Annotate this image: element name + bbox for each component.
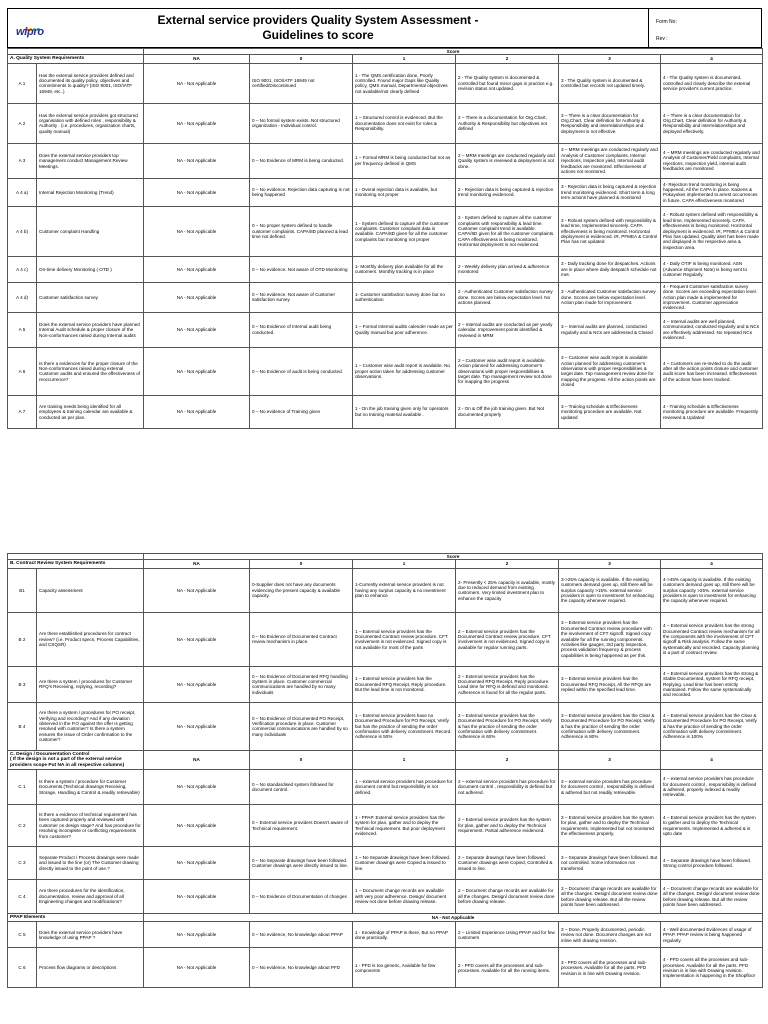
score-3-cell: 3 – External service providers has the Documented RFQ Receipt, All the RFQs are replied within the specified lead time. <box>559 666 661 702</box>
score-3-cell: 3 – external service providers has procedure for document control , responsibility is defined & adhered but not readily retrievable. <box>559 770 661 805</box>
na-cell: NA - Not Applicable <box>144 256 250 282</box>
score-0-cell: 0 – No evidence, No knowledge about PPAP <box>250 922 353 948</box>
table-row <box>8 256 763 282</box>
table-row <box>8 568 763 612</box>
na-cell: NA - Not Applicable <box>144 568 250 612</box>
na-cell: NA - Not Applicable <box>144 612 250 666</box>
column-header: 1 <box>353 55 456 63</box>
score-0-cell: 0 – No Separate drawings have been followed. Customer drawings were directly issued to line. <box>250 847 353 880</box>
table-row <box>8 282 763 312</box>
row-id: A 1 <box>8 63 37 103</box>
score-1-cell: 1 - PFD is too generic, Available for few components <box>353 948 456 988</box>
score-0-cell: 0 – No evidence, No knowledge about PFD <box>250 948 353 988</box>
score-4-cell: 4 – There is a clear documentation for Org.Chart, Clear definition for Authority & Responsibility and interrelationships and deployed effectively. <box>661 103 763 143</box>
requirement-cell: On-time delivery Monitoring ( OTD ) <box>37 256 144 282</box>
table-row <box>8 880 763 914</box>
requirement-cell: Is there a system / procedure for Customer Documents.(Technical drawings Receiving, Storage, Handling & Control & readily retrievable) <box>37 770 144 805</box>
score-1-cell: 1 - System defined to capture all the customer complaints. Customer complaint data is available. CAPA/8D given for all the customer complaints but monitoring not proper <box>353 206 456 256</box>
header-divider <box>648 9 649 47</box>
row-id: A 2 <box>8 103 37 143</box>
na-cell: NA - Not Applicable <box>144 805 250 847</box>
score-2-cell: 2 – There is a documentation for Org.Chart, Authority & Responsibility but objectives not defined <box>456 103 559 143</box>
table-row <box>8 666 763 702</box>
na-cell: NA - Not Applicable <box>144 178 250 206</box>
score-3-cell: 3 - The Quality system is documented & controlled but records not updated timely. <box>559 63 661 103</box>
table-row <box>8 178 763 206</box>
score-2-cell: 2 - PFD covers all the processes and sub-processes. Available for all the running items. <box>456 948 559 988</box>
na-cell: NA - Not Applicable <box>144 347 250 395</box>
score-3-cell: 3 - Rejection data is being captured & rejection trend monitoring evidenced. Short term & long term actions have planned & monitored <box>559 178 661 206</box>
score-3-cell: 3 – External service providers has the Clear & Documented Procedure for PO Receipt, Verify & has the practice of sending the order confirmation with delivery commitment. Adherence is 80% <box>559 702 661 750</box>
score-label: Score <box>144 554 763 560</box>
score-0-cell: 0 – No evidence. Not aware of OTD Monitoring <box>250 256 353 282</box>
na-cell: NA - Not Applicable <box>144 922 250 948</box>
score-4-cell: 4 – Document change records are available for all the changes. Design/ document review done before drawing release. But all the review points have been addressed. <box>661 880 763 914</box>
score-4-cell: 4- Rejection trend monitoring is being happened, All the CAPA in place. Kaizens & Pokayokes implemented to arrest occurrences in future. CAPA effectiveness monitored <box>661 178 763 206</box>
score-0-cell: 0 – No proper system defined to handle customer complaints. CAPA/8D planned & lead time not defined. <box>250 206 353 256</box>
na-cell: NA - Not Applicable <box>144 666 250 702</box>
na-cell: NA - Not Applicable <box>144 948 250 988</box>
row-id: A 4 c) <box>8 256 37 282</box>
column-header: 0 <box>250 750 353 769</box>
column-header: NA <box>144 55 250 63</box>
row-id: B1 <box>8 568 37 612</box>
score-3-cell: 3 – External service providers has the system for plan, gather and to deploy the Technical requirements. Implemented but not monitored the effectiveness properly. <box>559 805 661 847</box>
requirement-cell: Is there a evidences for the proper closure of the Non-conformances raised during external Customer audits and ensured the effectiveness of reoccurrence? <box>37 347 144 395</box>
score-2-cell: 2 - Rejection data is being captured & rejection trend monitoring evidenced. <box>456 178 559 206</box>
table-row <box>8 922 763 948</box>
score-1-cell: 1 – External service providers has the Documented RFQ Receipt, Reply procedure. But the lead time is not monitored. <box>353 666 456 702</box>
score-4-cell: 4 – External service providers has the strong Documented Contract review mechanism for all the components with the involvement of CFT signoff & Risk analysis. Follow the same systematically and recorded. Capacity planning is a part of contract review. <box>661 612 763 666</box>
score-0-cell: 0 – No evidence of Training given <box>250 395 353 428</box>
na-cell: NA - Not Applicable <box>144 702 250 750</box>
table-row <box>8 847 763 880</box>
row-id: A 4 b) <box>8 206 37 256</box>
score-2-cell: 2 – External service providers has the system for plan, gather and to deploy the Technical requirement. Partial adherence evidenced. <box>456 805 559 847</box>
column-header: 1 <box>353 750 456 769</box>
row-id: A 3 <box>8 143 37 178</box>
title-line-1: External service providers Quality System Assessment - <box>157 13 479 27</box>
score-1-cell: 1- Monthly delivery plan available for all the customers. Monthly tracking is in place <box>353 256 456 282</box>
score-3-cell: 3 – Done, Properly documented, periodic review not done. Document changes are not inline with drawing revision. <box>559 922 661 948</box>
score-3-cell: 3 – Separate drawings have been followed. But not controlled. Some information not transferred <box>559 847 661 880</box>
score-label: Score <box>144 49 763 55</box>
score-2-cell: 2 - Authenticated Customer satisfaction survey done. Scores are below expectation level. No actions planned. <box>456 282 559 312</box>
column-header: 4 <box>661 55 763 63</box>
requirement-cell: Separate Product / Process drawings were made and issued to the line (or) The Customer drawing directly issued to the point of use.? <box>37 847 144 880</box>
score-4-cell: 4 - Frequent Customer satisfaction survey done. Scores are exceeding expectation level. Action plan made & implemented for improvement. Customer appreciation evidenced. <box>661 282 763 312</box>
score-0-cell: 0 – No Evidence of Internal audit being conducted. <box>250 312 353 347</box>
score-2-cell: 2 – Customer wise audit report is available. Action planned for addressing customer's observations with proper responsibilities & target date. Top management review not done for mapping the progress <box>456 347 559 395</box>
requirement-cell: Is there a evidence of technical requirement has been captured properly and reviewed with customer on design stage? And has procedure for resolving incomplete or conflicting requirements from customer? <box>37 805 144 847</box>
rev-label: Rev : <box>656 36 668 42</box>
logo-dots <box>24 18 42 26</box>
section-c-title-line-2: ( If the design is not a part of the external service providers scope Put NA in all respective columns) <box>10 757 125 768</box>
column-header-row <box>8 55 763 63</box>
score-1-cell: 1 – No Separate drawings have been followed. Customer drawings were Copied & issued to line. <box>353 847 456 880</box>
requirement-cell: Does the external service providers have planned Internal Audit schedule & proper closure of the Non-conformances raised during Internal audits <box>37 312 144 347</box>
row-id: A 7 <box>8 395 37 428</box>
row-id: B 4 <box>8 702 37 750</box>
column-header: 2 <box>456 55 559 63</box>
score-2-cell: 2 - The Quality system is documented & controlled but found minor gaps in practice e.g. revision status not updated. <box>456 63 559 103</box>
score-2-cell: 2 – External service providers has the Documented Procedure for PO Receipt, Verify & has the practice of sending the order confirmation with delivery commitment. Adherence is 60% <box>456 702 559 750</box>
score-1-cell: 1 - On the job training given only for operators but no training material available . <box>353 395 456 428</box>
score-3-cell: 3 – There is a clear documentation for Org.Chart, Clear definition for Authority & Responsibility and interrelationships and deployment is not effective. <box>559 103 661 143</box>
score-3-cell: 3 - Daily tracking done for despatches. Actions are in place where daily despatch schedule not met. <box>559 256 661 282</box>
row-id: A 4 a) <box>8 178 37 206</box>
na-cell: NA - Not Applicable <box>144 282 250 312</box>
score-4-cell: 4 - Well documented Evidences of usage of PPAP. PPAP review is being happened regularly. <box>661 922 763 948</box>
column-header-row <box>8 560 763 568</box>
score-1-cell: 1- Customer satisfaction survey done but no authentication <box>353 282 456 312</box>
score-4-cell: 4 – Customers are re-invited to do the audit after all the action points closure and customer audit score has been increased. Effectiveness of the actions have been tracked. <box>661 347 763 395</box>
score-0-cell: 0 – No standardised system followed for document control. <box>250 770 353 805</box>
score-0-cell: 0 – No Evidence of audit is being conducted. <box>250 347 353 395</box>
column-header: 0 <box>250 560 353 568</box>
column-header: 4 <box>661 750 763 769</box>
requirement-cell: Process flow diagrams or descriptions <box>37 948 144 988</box>
score-2-cell: 2 – Internal audits are conducted as per yearly calendar. Improvement points identified & reviewed in MRM <box>456 312 559 347</box>
title-line-2: Guidelines to score <box>262 28 374 42</box>
column-header: 3 <box>559 750 661 769</box>
score-3-cell: 3 - Authenticated Customer satisfaction survey done. Scores are below expectation level. Action plan made for improvement. <box>559 282 661 312</box>
score-4-cell: 4 - Training schedule & Effectiveness monitoring procedure are available. Frequently reviewed & Updated <box>661 395 763 428</box>
score-0-cell: 0 – No Evidence of Documented Contract review mechanism in place. <box>250 612 353 666</box>
score-4-cell: 4 – external service providers has procedure for document control , responsibility is defined & adhered, properly indexed & readily retrievable. <box>661 770 763 805</box>
score-0-cell: 0-Supplier does not have any documents evidencing the present capacity & available capacity. <box>250 568 353 612</box>
score-2-cell: 2 – Separate drawings have been followed. Customer drawings were Copied, Controlled & issued to line. <box>456 847 559 880</box>
score-1-cell: 1 - Knowledge of PPAP is there, But no PPAP done practically. <box>353 922 456 948</box>
na-cell: NA - Not Applicable <box>144 103 250 143</box>
score-3-cell: 3 – MRM meetings are conducted regularly and Analysis of Customer complaints, Internal rejections, Inspection yield, Internal audit feedbacks are monitored. Effectiveness of actions not monitored. <box>559 143 661 178</box>
section-c-title-line-1: C. Design / Documentation Control <box>10 751 90 757</box>
score-2-cell: 2 – Limited Experience Using PPAP and for few customers <box>456 922 559 948</box>
requirement-cell: Are there a system / procedures for PO receipt, Verifying and recording? And if any deviation observed in the P.O against the offer is getting resolved with customer? Is there a system ensures the issue of Order confirmation to the customer? <box>37 702 144 750</box>
score-3-cell: 3 – Training schedule & Effectiveness monitoring procedure are available. Not updated <box>559 395 661 428</box>
score-2-cell: 2 - System defined to capture all the customer complaints with responsibility & lead time. Customer complaint trend is available. CAPA/8D given for all the customer complaints. CAPA effectiveness is being monitored. Horizontal deployment is not evidenced. <box>456 206 559 256</box>
score-4-cell: 4 - The Quality system is documented, controlled and clearly describe the external service provider's current practice. <box>661 63 763 103</box>
table-row <box>8 63 763 103</box>
table-row <box>8 347 763 395</box>
score-2-cell: 2 – External service providers has the Documented RFQ Receipt, Reply procedure. Lead time for RFQ is defined and monitored. Adherence is found for all the regular parts. <box>456 666 559 702</box>
column-header: 3 <box>559 55 661 63</box>
score-3-cell: 3 – Customer wise audit report is available Action planned for addressing customer's observations with proper responsibilities & target date. Top management review done for mapping the progress. All the action points are closed <box>559 347 661 395</box>
column-header: 1 <box>353 560 456 568</box>
table-row <box>8 395 763 428</box>
wipro-logo <box>14 22 46 42</box>
row-id: C 6 <box>8 948 37 988</box>
column-header: 2 <box>456 560 559 568</box>
row-id: C 1 <box>8 770 37 805</box>
requirement-cell: Are there established procedures for contract review? (i.e. Product specs, Process Capabilities, and CSQSR) <box>37 612 144 666</box>
score-3-cell: 3 – Internal audits are planned, conducted regularly and & NCs are addressed & Closed <box>559 312 661 347</box>
score-4-cell: 4 – External service providers has the strong & Stable Documented, system for RFQ receipt, Replying. Lead time has been strictly maintained. Follow the same systematically and recorded. <box>661 666 763 702</box>
score-0-cell: 0 – No Evidence of Documented PO Receipt, Verification procedure in place. Customer commercial communications are handled by so many individuals <box>250 702 353 750</box>
score-4-cell: 4 - PFD covers all the processes and sub-processes. Available for all the parts. PFD revision is in line with Drawing revision. Implementation is happening in the Shopfloor <box>661 948 763 988</box>
column-header: 0 <box>250 55 353 63</box>
ppap-na-label: NA - Not Applicable <box>144 914 763 922</box>
score-2-cell: 2 – External service providers has the Documented Contract review procedure. CFT involvement is not evidenced. Signed copy is available for regular running parts. <box>456 612 559 666</box>
requirement-cell: Customer satisfaction survey <box>37 282 144 312</box>
score-1-cell: 1 – External service providers have no Documented Procedure for PO Receipt, Verify but has the practice of sending the order confirmation with delivery commitment. Record. Adherence is 50% <box>353 702 456 750</box>
score-1-cell: 1 – Customer wise audit report is available. No proper action taken for addressing customer observations. <box>353 347 456 395</box>
row-id: A 6 <box>8 347 37 395</box>
na-cell: NA - Not Applicable <box>144 395 250 428</box>
score-0-cell: 0 – No formal system exists. Not structured organization - Individual control. <box>250 103 353 143</box>
row-id: C 5 <box>8 922 37 948</box>
logo-text: wipro <box>16 26 44 38</box>
column-header: 4 <box>661 560 763 568</box>
section-title: B. Contract Review System Requirements <box>8 560 144 568</box>
row-id: C 2 <box>8 805 37 847</box>
score-0-cell: 0 – No Evidence of MRM is being conducted. <box>250 143 353 178</box>
table-row <box>8 103 763 143</box>
score-4-cell: 4 – External service providers has the Clear & Documented Procedure for PO Receipt, Verify & has the practice of sending the order confirmation with delivery commitment. Adherence is 100% <box>661 702 763 750</box>
score-1-cell: 1 – Formal Internal audits calender made as per Quality manual but poor adherence. <box>353 312 456 347</box>
score-1-cell: 1 – Document change records are available with very poor adherence. Design/ document review not done before drawing release. <box>353 880 456 914</box>
row-id: B 2 <box>8 612 37 666</box>
score-0-cell: 0 – External service providers Doesn't aware of Technical requirement. <box>250 805 353 847</box>
score-2-cell: 2 – MRM meetings are conducted regularly and Quality system is reviewed & deployment is not done. <box>456 143 559 178</box>
table-row <box>8 312 763 347</box>
requirement-cell: Capacity assessment <box>37 568 144 612</box>
table-row <box>8 805 763 847</box>
row-id: C 3 <box>8 847 37 880</box>
row-id: A 5 <box>8 312 37 347</box>
requirement-cell: Customer complaint Handling <box>37 206 144 256</box>
score-3-cell: 3 - Robust system defined with responsibility & lead time, Implemented sincerely. CAPA effectiveness is being monitored. Horizontal deployment is evidenced. IR, PFMEA & Control Plan has not updated <box>559 206 661 256</box>
na-cell: NA - Not Applicable <box>144 312 250 347</box>
requirement-cell: Has the external service providers defined and documented its quality policy, objectives and commitments to quality? (ISO 9001, ISO/IATF 16949, etc..) <box>37 63 144 103</box>
score-4-cell: 4 - Daily OTIF is being monitored. ASN (Advance shipment Note) is being sent to customer Regularly. <box>661 256 763 282</box>
score-1-cell: 1 – Formal MRM is being conducted but not as per frequency defined in QMS <box>353 143 456 178</box>
column-header: 2 <box>456 750 559 769</box>
na-cell: NA - Not Applicable <box>144 847 250 880</box>
requirement-cell: Are there procedures for the identification, documentation, review and approval of all Engineering changes and modifications? <box>37 880 144 914</box>
column-header: NA <box>144 560 250 568</box>
requirement-cell: Does the external service providers top management conduct Management Review Meetings. <box>37 143 144 178</box>
table-row <box>8 702 763 750</box>
score-4-cell: 4->45% capacity is available. If the existing customers demand goes up, still there will be surplus capacity >25%. external service providers is open to investment for enhancing the capacity whenever required. <box>661 568 763 612</box>
score-0-cell: 0 – No evidence. Not aware of Customer satisfaction survey <box>250 282 353 312</box>
row-id: C 4 <box>8 880 37 914</box>
requirement-cell: Are there a system / procedures for Customer RFQ's Receiving, replying, recording? <box>37 666 144 702</box>
score-4-cell: 4 - Robust system defined with responsibility & lead time, Implemented sincerely. CAPA effectiveness is being monitored. Horizontal deployment is evidenced. IR, PFMEA & Control Plan has updated. Quality alert has been made and displayed in the respective area & inspection area. <box>661 206 763 256</box>
score-4-cell: 4 – MRM meetings are conducted regularly and Analysis of Customer/Field complaints, Internal rejections, Inspection yield, internal audit feedbacks are monitored <box>661 143 763 178</box>
score-1-cell: 1 – external service providers has procedure for document control but responsibility is not defined. <box>353 770 456 805</box>
requirement-cell: Has the external service providers got structured organisation with defined roles , responsibility & Authority . (i.e. procedures, organization charts, quality manual) <box>37 103 144 143</box>
ppap-title: PPAP Elements <box>8 914 144 922</box>
table-row <box>8 948 763 988</box>
score-4-cell: 4 – Separate drawings have been followed. Strong control procedure followed. <box>661 847 763 880</box>
row-id: B 3 <box>8 666 37 702</box>
score-0-cell: 0 – No evidence. Rejection data capturing is not being happened <box>250 178 353 206</box>
score-1-cell: 1 - The QMS certification done, Poorly controlled. Found major Gaps like Quality policy, QMS manual, Departmental objectives not available/not clearly defined <box>353 63 456 103</box>
score-2-cell: 2 – Document change records are available for all the changes. Design/ document review done before drawing release. <box>456 880 559 914</box>
score-4-cell: 4 – Internal audits are well planned, communicated, conducted regularly and & NCs are effectively addressed. No repeated NCs evidenced . <box>661 312 763 347</box>
section-c-row <box>8 750 763 769</box>
score-0-cell: 0 – No Evidence of Documented RFQ handling System in place. Customer commercial communications are handled by so many individuals <box>250 666 353 702</box>
na-cell: NA - Not Applicable <box>144 206 250 256</box>
row-id: A 4 d) <box>8 282 37 312</box>
quality-system-table <box>7 48 763 429</box>
contract-review-table <box>7 553 763 988</box>
score-1-cell: 1 - Overal rejection data is available, but monitoring not proper <box>353 178 456 206</box>
ppap-title-row <box>8 914 763 922</box>
score-1-cell: 1 – External service providers has the Documented Contract review procedure. CFT involvement is not evidenced. Signed copy is not available for most of the parts <box>353 612 456 666</box>
na-cell: NA - Not Applicable <box>144 63 250 103</box>
table-row <box>8 612 763 666</box>
score-1-cell: 1 – Structured control is evidenced. But the documentation does not exist for roles & Responsibility. <box>353 103 456 143</box>
requirement-cell: Internal Rejection Monitoring (Trend) <box>37 178 144 206</box>
score-3-cell: 3 – Document change records are available for all the changes. Design/ document review done before drawing release. But all the review points have been addressed. <box>559 880 661 914</box>
document-header <box>7 8 762 48</box>
score-1-cell: 1 - PPAP. External service providers has the system for plan, gather and to deploy the Technical requirement. But poor deployment evidenced. <box>353 805 456 847</box>
score-2-cell: 2- Presently < 25% capacity is available, mostly due to reduced demand from existing customers. Very limited investment plan to enhance the capacity <box>456 568 559 612</box>
section-title: A. Quality System Requirements <box>8 55 144 63</box>
requirement-cell: Are training needs being identified for all employees & training calendar are available & conducted as per plan. <box>37 395 144 428</box>
table-row <box>8 770 763 805</box>
score-1-cell: 1-Currently external service providers is not having any surplus capacity & no investment plan to enhance <box>353 568 456 612</box>
score-3-cell: 3->25% capacity is available. If the existing customers demand goes up, still there will be surplus capacity >15%. external service providers is open to investment for enhancing the capacity whenever required. <box>559 568 661 612</box>
table-row <box>8 143 763 178</box>
score-2-cell: 2 - Weekly delivery plan arrived & adherence monitored <box>456 256 559 282</box>
score-3-cell: 3 – External service providers has the Documented Contract review procedure with the involvement of CFT signoff. Signed copy available for all the running components. Activities like gauges, 3rd party inspection, process validation frequency & process capabilities is being happened as per this. <box>559 612 661 666</box>
form-no-label: Form No: <box>656 19 677 25</box>
score-0-cell: 0 – No Evidence of Documentation of changes <box>250 880 353 914</box>
column-header: 3 <box>559 560 661 568</box>
document-title <box>128 13 508 43</box>
section-c-title <box>8 750 144 769</box>
na-cell: NA - Not Applicable <box>144 143 250 178</box>
score-2-cell: 2 - On & Off the job training given. But Not documented properly <box>456 395 559 428</box>
score-3-cell: 3 - PFD covers all the processes and sub-processes. Available for all the parts. PFD revision is in line with Drawing revision. <box>559 948 661 988</box>
na-cell: NA - Not Applicable <box>144 880 250 914</box>
na-cell: NA - Not Applicable <box>144 770 250 805</box>
score-4-cell: 4 – External service providers has the system to gather and to deploy the Technical requirements. Implemented & adhered & is upto date <box>661 805 763 847</box>
requirement-cell: Does the external service providers have knowledge of using PPAP ? <box>37 922 144 948</box>
score-0-cell: ISO 9001, ISO/IATF 16949 not certified/Discontinued <box>250 63 353 103</box>
column-header: NA <box>144 750 250 769</box>
table-row <box>8 206 763 256</box>
score-2-cell: 2 – external service providers has procedure for document control , responsibility is defined but not adhered. <box>456 770 559 805</box>
